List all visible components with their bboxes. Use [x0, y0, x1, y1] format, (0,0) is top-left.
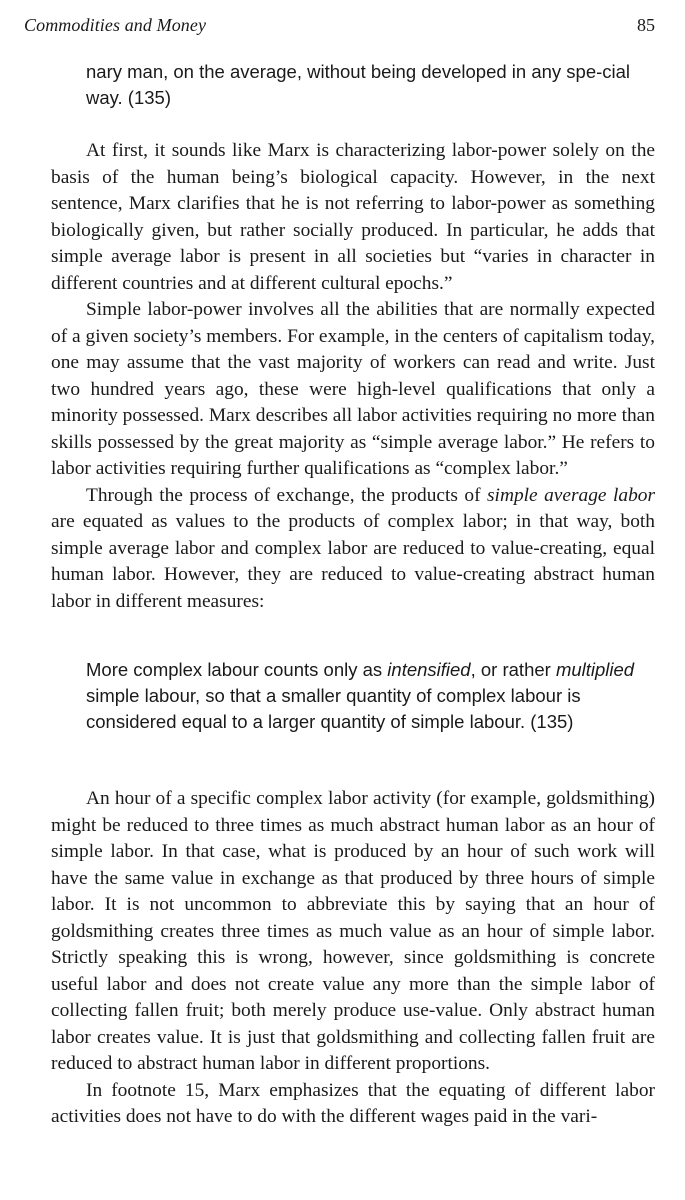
body-text-section-1	[0, 138, 685, 615]
quote-text: simple labour, so that a smaller quantity of complex labour is considered equal to a larger quantity of simple labour. (135)	[86, 685, 581, 732]
paragraph-text: Through the process of exchange, the products of	[86, 484, 488, 506]
block-quote-complex-labour	[0, 657, 685, 735]
emphasis-intensified: intensified	[387, 659, 471, 680]
paragraph-goldsmithing: An hour of a specific complex labor activity (for example, goldsmithing) might be reduced to three times as much abstract human labor as an hour of simple labor. In that case, what is produced by an hour of such work will have the same value in exchange as that produced by three hours of simple labor. It is not uncommon to abbreviate this by saying that an hour of goldsmithing creates three times as much value as an hour of simple labor. Strictly speaking this is wrong, however, since goldsmithing is concrete useful labor and does not create value any more than the simple labor of collecting fallen fruit; both merely produce use-value. Only abstract human labor creates value. It is just that goldsmithing and collecting fallen fruit are reduced to abstract human labor in different proportions.	[51, 788, 655, 1074]
quote-text: More complex labour counts only as	[86, 659, 388, 680]
block-quote-continuation: nary man, on the average, without being developed in any spe-cial way. (135)	[86, 61, 631, 108]
paragraph-simple-labor-power: Simple labor-power involves all the abilities that are normally expected of a given society’s members. For example, in the centers of capitalism today, one may assume that the vast majority of workers can read and write. Just two hundred years ago, these were high-level qualifications that only a minority possessed. Marx describes all labor activities requiring no more than skills possessed by the great majority as “simple average labor.” He refers to labor activities requiring further qualifications as “complex labor.”	[51, 299, 655, 479]
paragraph-biological-capacity: At first, it sounds like Marx is characterizing labor-power solely on the basis of the human being’s biological capacity. However, in the next sentence, Marx clarifies that he is not referring to labor-power as something biologically given, but rather socially produced. In particular, he adds that simple average labor is present in all societies but “varies in character in different countries and at different cultural epochs.”	[51, 140, 655, 294]
body-text-section-2	[0, 786, 685, 1131]
paragraph-footnote-15: In footnote 15, Marx emphasizes that the equating of different labor activities does not have to do with the different wages paid in the vari-	[51, 1079, 655, 1127]
emphasis-simple-average-labor: simple average labor	[487, 484, 656, 506]
paragraph-text: are equated as values to the products of complex labor; in that way, both simple average labor and complex labor are reduced to value-creating, equal human labor. However, they are reduced to value-creating abstract human labor in different measures:	[51, 511, 655, 612]
running-head: Commodities and Money	[24, 15, 207, 35]
page-number: 85	[637, 15, 655, 35]
paragraph-process-of-exchange	[51, 483, 655, 616]
emphasis-multiplied: multiplied	[555, 659, 635, 680]
quote-text: , or rather	[470, 659, 556, 680]
